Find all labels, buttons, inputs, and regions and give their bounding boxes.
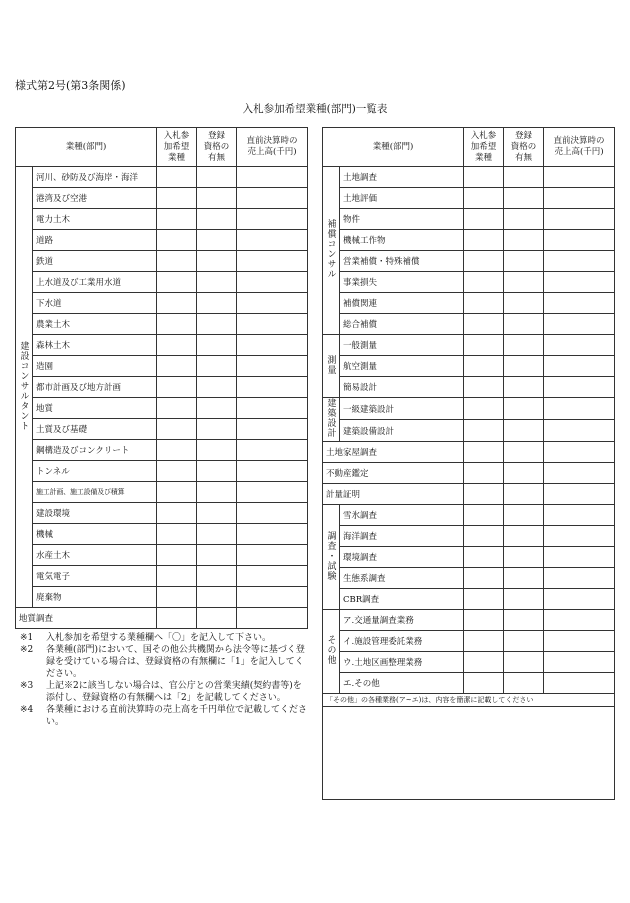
category-label: 鉄道 — [33, 251, 157, 272]
desire-cell[interactable] — [464, 673, 504, 694]
registered-cell[interactable] — [504, 209, 544, 230]
table-row — [16, 167, 308, 188]
sales-cell[interactable] — [237, 272, 308, 293]
header-registered: 登録 資格の 有無 — [504, 128, 544, 167]
sales-cell[interactable] — [237, 251, 308, 272]
desire-cell[interactable] — [464, 188, 504, 209]
category-label: 地質調査 — [16, 608, 157, 629]
category-label: エ.その他 — [340, 673, 464, 694]
registered-cell[interactable] — [504, 484, 544, 505]
desire-cell[interactable] — [464, 568, 504, 589]
note-item — [20, 632, 310, 644]
notes-section — [20, 632, 310, 728]
left-category-table — [15, 127, 308, 629]
desire-cell[interactable] — [464, 230, 504, 251]
header-sales: 直前決算時の 売上高(千円) — [544, 128, 615, 167]
category-label: トンネル — [33, 461, 157, 482]
sales-cell[interactable] — [544, 398, 615, 420]
category-label: ウ.土地区画整理業務 — [340, 652, 464, 673]
table-row — [16, 524, 308, 545]
desire-cell[interactable] — [157, 587, 197, 608]
sales-cell[interactable] — [237, 587, 308, 608]
desire-cell[interactable] — [157, 209, 197, 230]
group-kensetsu-consultant-label: 建設コンサルタント — [18, 340, 29, 431]
sales-cell[interactable] — [237, 461, 308, 482]
table-row — [323, 230, 615, 251]
table-row — [323, 547, 615, 568]
registered-cell[interactable] — [504, 442, 544, 463]
category-label: 雪氷調査 — [340, 505, 464, 526]
registered-cell[interactable] — [197, 503, 237, 524]
desire-cell[interactable] — [464, 167, 504, 188]
table-row — [16, 377, 308, 398]
table-row — [16, 587, 308, 608]
header-desire: 入札参 加希望 業種 — [157, 128, 197, 167]
registered-cell[interactable] — [197, 251, 237, 272]
table-row — [16, 545, 308, 566]
registered-cell[interactable] — [504, 526, 544, 547]
header-sales: 直前決算時の 売上高(千円) — [237, 128, 308, 167]
category-label: 道路 — [33, 230, 157, 251]
group-kenchiku-sekkei-label: 建築設計 — [325, 398, 336, 438]
sales-cell[interactable] — [544, 463, 615, 484]
desire-cell[interactable] — [464, 356, 504, 377]
sales-cell[interactable] — [237, 167, 308, 188]
desire-cell[interactable] — [464, 505, 504, 526]
category-label: 一般測量 — [340, 335, 464, 356]
desire-cell[interactable] — [464, 631, 504, 652]
desire-cell[interactable] — [157, 503, 197, 524]
registered-cell[interactable] — [504, 547, 544, 568]
desire-cell[interactable] — [464, 610, 504, 631]
note-item — [20, 680, 310, 704]
free-note-instruction: 「その他」の各種業務(ア~エ)は、内容を簡潔に記載してください — [323, 694, 615, 707]
registered-cell[interactable] — [197, 293, 237, 314]
sales-cell[interactable] — [237, 314, 308, 335]
table-row — [323, 251, 615, 272]
registered-cell[interactable] — [197, 440, 237, 461]
desire-cell[interactable] — [157, 188, 197, 209]
desire-cell[interactable] — [464, 463, 504, 484]
note-item — [20, 704, 310, 728]
category-label: 施工計画、施工設備及び積算 — [33, 482, 157, 503]
table-row — [323, 167, 615, 188]
category-label: 簡易設計 — [340, 377, 464, 398]
note-text: 各業種における直前決算時の売上高を千円単位で記載してください。 — [46, 705, 308, 727]
category-label: 上水道及び工業用水道 — [33, 272, 157, 293]
desire-cell[interactable] — [157, 566, 197, 587]
registered-cell[interactable] — [197, 461, 237, 482]
sales-cell[interactable] — [544, 420, 615, 442]
category-label: 不動産鑑定 — [323, 463, 464, 484]
desire-cell[interactable] — [464, 314, 504, 335]
registered-cell[interactable] — [504, 589, 544, 610]
note-mark: ※2 — [20, 645, 34, 655]
category-label: 下水道 — [33, 293, 157, 314]
table-row — [323, 188, 615, 209]
table-row — [323, 209, 615, 230]
table-row — [323, 526, 615, 547]
category-label: 航空測量 — [340, 356, 464, 377]
category-label: 営業補償・特殊補償 — [340, 251, 464, 272]
registered-cell[interactable] — [197, 272, 237, 293]
right-header-row — [323, 128, 615, 167]
desire-cell[interactable] — [464, 398, 504, 420]
category-label: 総合補償 — [340, 314, 464, 335]
note-mark: ※4 — [20, 705, 34, 715]
sales-cell[interactable] — [237, 545, 308, 566]
sales-cell[interactable] — [544, 188, 615, 209]
desire-cell[interactable] — [464, 335, 504, 356]
registered-cell[interactable] — [504, 377, 544, 398]
sales-cell[interactable] — [544, 631, 615, 652]
sales-cell[interactable] — [544, 568, 615, 589]
table-row — [323, 377, 615, 398]
sales-cell[interactable] — [237, 419, 308, 440]
table-row — [16, 566, 308, 587]
desire-cell[interactable] — [157, 461, 197, 482]
table-row — [16, 419, 308, 440]
table-row — [16, 230, 308, 251]
registered-cell[interactable] — [197, 398, 237, 419]
sales-cell[interactable] — [544, 526, 615, 547]
sales-cell[interactable] — [237, 230, 308, 251]
table-row — [16, 314, 308, 335]
table-row — [16, 503, 308, 524]
table-row — [323, 293, 615, 314]
registered-cell[interactable] — [504, 167, 544, 188]
table-row — [16, 398, 308, 419]
category-label: 生態系調査 — [340, 568, 464, 589]
registered-cell[interactable] — [504, 568, 544, 589]
group-sonota — [323, 610, 340, 694]
desire-cell[interactable] — [464, 272, 504, 293]
category-label: 物件 — [340, 209, 464, 230]
table-row — [16, 209, 308, 230]
table-row — [323, 272, 615, 293]
table-row — [16, 335, 308, 356]
table-row — [323, 398, 615, 420]
category-label: 補償関連 — [340, 293, 464, 314]
table-row — [16, 356, 308, 377]
table-row — [323, 335, 615, 356]
free-note-label-row — [323, 694, 615, 707]
category-label: 建設環境 — [33, 503, 157, 524]
registered-cell[interactable] — [197, 482, 237, 503]
registered-cell[interactable] — [504, 335, 544, 356]
category-label: ア.交通量調査業務 — [340, 610, 464, 631]
category-label: 土地調査 — [340, 167, 464, 188]
category-label: 機械工作物 — [340, 230, 464, 251]
sales-cell[interactable] — [544, 442, 615, 463]
group-hoshou-consultant-label: 補償コンサル — [325, 219, 336, 279]
table-row — [323, 463, 615, 484]
category-label: 事業損失 — [340, 272, 464, 293]
desire-cell[interactable] — [157, 356, 197, 377]
desire-cell[interactable] — [157, 251, 197, 272]
table-row — [16, 251, 308, 272]
desire-cell[interactable] — [464, 589, 504, 610]
category-label: 河川、砂防及び海岸・海洋 — [33, 167, 157, 188]
sales-cell[interactable] — [544, 610, 615, 631]
sales-cell[interactable] — [544, 589, 615, 610]
desire-cell[interactable] — [464, 293, 504, 314]
sales-cell[interactable] — [544, 547, 615, 568]
sales-cell[interactable] — [237, 608, 308, 629]
registered-cell[interactable] — [504, 610, 544, 631]
group-kensetsu-consultant — [16, 167, 33, 608]
table-row — [16, 482, 308, 503]
right-category-table — [322, 127, 615, 800]
desire-cell[interactable] — [157, 314, 197, 335]
header-desire: 入札参 加希望 業種 — [464, 128, 504, 167]
sales-cell[interactable] — [544, 673, 615, 694]
sales-cell[interactable] — [237, 188, 308, 209]
category-label: 機械 — [33, 524, 157, 545]
desire-cell[interactable] — [157, 545, 197, 566]
table-row — [323, 589, 615, 610]
registered-cell[interactable] — [197, 524, 237, 545]
category-label: 港湾及び空港 — [33, 188, 157, 209]
registered-cell[interactable] — [504, 356, 544, 377]
sales-cell[interactable] — [237, 356, 308, 377]
table-row — [323, 356, 615, 377]
group-sokuryo — [323, 335, 340, 398]
sales-cell[interactable] — [237, 524, 308, 545]
note-mark: ※1 — [20, 633, 34, 643]
registered-cell[interactable] — [197, 608, 237, 629]
registered-cell[interactable] — [504, 251, 544, 272]
category-label: 環境調査 — [340, 547, 464, 568]
desire-cell[interactable] — [157, 524, 197, 545]
group-kenchiku-sekkei — [323, 398, 340, 442]
table-row — [323, 442, 615, 463]
registered-cell[interactable] — [504, 188, 544, 209]
registered-cell[interactable] — [504, 631, 544, 652]
table-row — [16, 272, 308, 293]
registered-cell[interactable] — [504, 314, 544, 335]
category-label: 農業土木 — [33, 314, 157, 335]
desire-cell[interactable] — [157, 482, 197, 503]
sales-cell[interactable] — [237, 566, 308, 587]
sales-cell[interactable] — [544, 505, 615, 526]
note-text: 入札参加を希望する業種欄へ「〇」を記入して下さい。 — [46, 633, 272, 643]
registered-cell[interactable] — [197, 356, 237, 377]
table-row — [16, 188, 308, 209]
table-row — [323, 484, 615, 505]
desire-cell[interactable] — [464, 377, 504, 398]
desire-cell[interactable] — [464, 652, 504, 673]
registered-cell[interactable] — [197, 587, 237, 608]
table-row — [323, 420, 615, 442]
desire-cell[interactable] — [157, 230, 197, 251]
sales-cell[interactable] — [544, 377, 615, 398]
category-label: 建築設備設計 — [340, 420, 464, 442]
sales-cell[interactable] — [544, 293, 615, 314]
note-text: 各業種(部門)において、国その他公共機関から法令等に基づく登録を受けている場合は、登録資格の有無欄に「1」を記入してください。 — [46, 645, 305, 679]
desire-cell[interactable] — [464, 209, 504, 230]
group-sokuryo-label: 測量 — [325, 354, 336, 375]
registered-cell[interactable] — [504, 505, 544, 526]
registered-cell[interactable] — [504, 293, 544, 314]
category-label: 土地評価 — [340, 188, 464, 209]
sales-cell[interactable] — [237, 482, 308, 503]
desire-cell[interactable] — [464, 547, 504, 568]
registered-cell[interactable] — [197, 335, 237, 356]
table-row — [323, 568, 615, 589]
desire-cell[interactable] — [464, 442, 504, 463]
category-label: 鋼構造及びコンクリート — [33, 440, 157, 461]
table-row — [16, 440, 308, 461]
registered-cell[interactable] — [197, 566, 237, 587]
group-chosa-shiken — [323, 505, 340, 610]
table-row — [323, 610, 615, 631]
desire-cell[interactable] — [157, 335, 197, 356]
desire-cell[interactable] — [157, 440, 197, 461]
category-label: 造園 — [33, 356, 157, 377]
header-category: 業種(部門) — [323, 128, 464, 167]
category-label: 電力土木 — [33, 209, 157, 230]
registered-cell[interactable] — [504, 652, 544, 673]
table-row — [16, 461, 308, 482]
group-hoshou-consultant — [323, 167, 340, 335]
desire-cell[interactable] — [464, 526, 504, 547]
registered-cell[interactable] — [504, 420, 544, 442]
category-label: 森林土木 — [33, 335, 157, 356]
group-sonota-label: その他 — [325, 635, 336, 665]
free-note-input-area[interactable] — [323, 707, 615, 800]
table-row — [323, 631, 615, 652]
sales-cell[interactable] — [237, 503, 308, 524]
note-text: 上記※2に該当しない場合は、官公庁との営業実績(契約書等)を添付し、登録資格の有無欄へは「2」を記載してください。 — [46, 681, 302, 703]
sales-cell[interactable] — [544, 251, 615, 272]
category-label: 電気電子 — [33, 566, 157, 587]
desire-cell[interactable] — [157, 293, 197, 314]
registered-cell[interactable] — [504, 272, 544, 293]
registered-cell[interactable] — [197, 419, 237, 440]
registered-cell[interactable] — [197, 188, 237, 209]
category-label: 地質 — [33, 398, 157, 419]
category-label: イ.施設管理委託業務 — [340, 631, 464, 652]
category-label: 水産土木 — [33, 545, 157, 566]
form-number: 様式第2号(第3条関係) — [15, 79, 126, 92]
desire-cell[interactable] — [157, 377, 197, 398]
note-mark: ※3 — [20, 681, 34, 691]
table-row — [323, 673, 615, 694]
desire-cell[interactable] — [157, 419, 197, 440]
sales-cell[interactable] — [237, 440, 308, 461]
table-row — [323, 505, 615, 526]
desire-cell[interactable] — [157, 167, 197, 188]
registered-cell[interactable] — [504, 673, 544, 694]
registered-cell[interactable] — [504, 230, 544, 251]
registered-cell[interactable] — [197, 377, 237, 398]
header-category: 業種(部門) — [16, 128, 157, 167]
table-row — [16, 608, 308, 629]
desire-cell[interactable] — [157, 398, 197, 419]
sales-cell[interactable] — [237, 293, 308, 314]
header-registered: 登録 資格の 有無 — [197, 128, 237, 167]
sales-cell[interactable] — [544, 167, 615, 188]
category-label: 土質及び基礎 — [33, 419, 157, 440]
sales-cell[interactable] — [544, 484, 615, 505]
category-label: 都市計画及び地方計画 — [33, 377, 157, 398]
note-item — [20, 644, 310, 680]
sales-cell[interactable] — [544, 335, 615, 356]
table-row — [16, 293, 308, 314]
registered-cell[interactable] — [504, 463, 544, 484]
registered-cell[interactable] — [504, 398, 544, 420]
registered-cell[interactable] — [197, 314, 237, 335]
category-label: 一級建築設計 — [340, 398, 464, 420]
registered-cell[interactable] — [197, 209, 237, 230]
desire-cell[interactable] — [157, 608, 197, 629]
sales-cell[interactable] — [544, 230, 615, 251]
group-chosa-shiken-label: 調査・試験 — [325, 530, 336, 581]
registered-cell[interactable] — [197, 545, 237, 566]
sales-cell[interactable] — [237, 209, 308, 230]
sales-cell[interactable] — [237, 377, 308, 398]
category-label: 海洋調査 — [340, 526, 464, 547]
category-label: 計量証明 — [323, 484, 464, 505]
document-title: 入札参加希望業種(部門)一覧表 — [242, 103, 388, 115]
category-label: 廃棄物 — [33, 587, 157, 608]
category-label: 土地家屋調査 — [323, 442, 464, 463]
desire-cell[interactable] — [464, 251, 504, 272]
left-header-row — [16, 128, 308, 167]
sales-cell[interactable] — [237, 398, 308, 419]
registered-cell[interactable] — [197, 230, 237, 251]
table-row — [323, 314, 615, 335]
sales-cell[interactable] — [544, 356, 615, 377]
desire-cell[interactable] — [464, 484, 504, 505]
table-row — [323, 652, 615, 673]
sales-cell[interactable] — [544, 314, 615, 335]
sales-cell[interactable] — [544, 209, 615, 230]
sales-cell[interactable] — [544, 652, 615, 673]
desire-cell[interactable] — [464, 420, 504, 442]
sales-cell[interactable] — [544, 272, 615, 293]
registered-cell[interactable] — [197, 167, 237, 188]
free-note-area-row — [323, 707, 615, 800]
category-label: CBR調査 — [340, 589, 464, 610]
sales-cell[interactable] — [237, 335, 308, 356]
desire-cell[interactable] — [157, 272, 197, 293]
